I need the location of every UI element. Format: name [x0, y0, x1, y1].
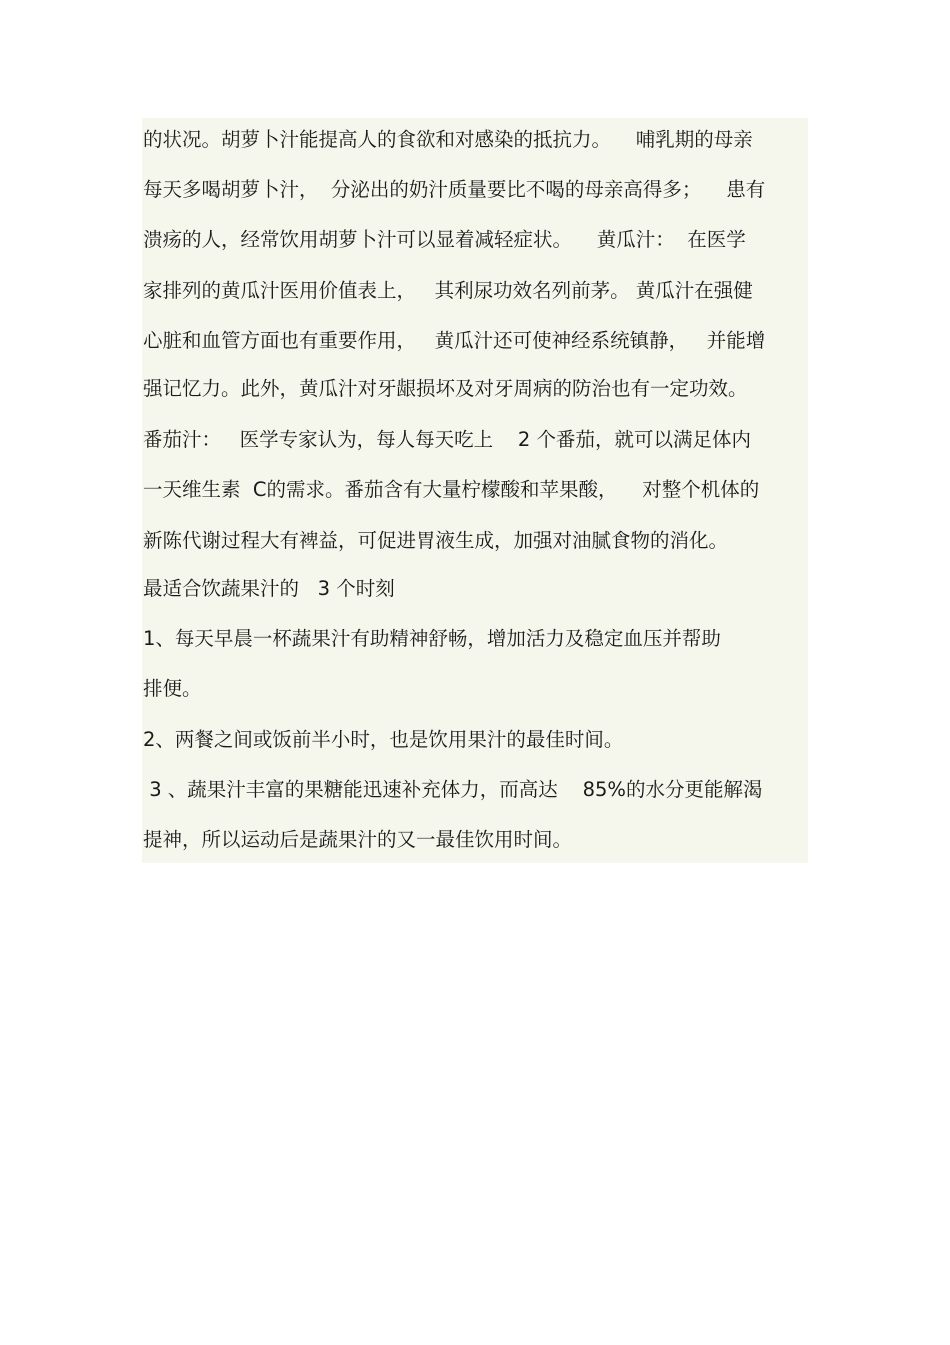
paragraph-line: 的状况。胡萝卜汁能提高人的食欲和对感染的抵抗力。 哺乳期的母亲	[143, 128, 753, 151]
paragraph-line: 家排列的黄瓜汁医用价值表上， 其利尿功效名列前茅。 黄瓜汁在强健	[143, 279, 753, 302]
paragraph-line: 每天多喝胡萝卜汁， 分泌出的奶汁质量要比不喝的母亲高得多； 患有	[143, 178, 766, 201]
paragraph-line: 番茄汁： 医学专家认为，每人每天吃上 2 个番茄，就可以满足体内	[143, 428, 751, 451]
paragraph-line: 强记忆力。此外，黄瓜汁对牙龈损坏及对牙周病的防治也有一定功效。	[143, 377, 748, 400]
list-item: 1、每天早晨一杯蔬果汁有助精神舒畅，增加活力及稳定血压并帮助	[143, 627, 721, 650]
list-item: 3 、蔬果汁丰富的果糖能迅速补充体力，而高达 85%的水分更能解渴	[143, 778, 763, 801]
list-item-continuation: 排便。	[143, 677, 202, 700]
list-item-continuation: 提神，所以运动后是蔬果汁的又一最佳饮用时间。	[143, 828, 573, 851]
paragraph-line: 溃疡的人，经常饮用胡萝卜汁可以显着减轻症状。 黄瓜汁： 在医学	[143, 228, 746, 251]
paragraph-line: 心脏和血管方面也有重要作用， 黄瓜汁还可使神经系统镇静， 并能增	[143, 329, 766, 352]
list-item: 2、两餐之间或饭前半小时，也是饮用果汁的最佳时间。	[143, 728, 624, 751]
paragraph-line: 新陈代谢过程大有裨益，可促进胃液生成，加强对油腻食物的消化。	[143, 529, 729, 552]
paragraph-line: 一天维生素 C的需求。番茄含有大量柠檬酸和苹果酸， 对整个机体的	[143, 478, 760, 501]
section-heading: 最适合饮蔬果汁的 3 个时刻	[143, 577, 395, 600]
